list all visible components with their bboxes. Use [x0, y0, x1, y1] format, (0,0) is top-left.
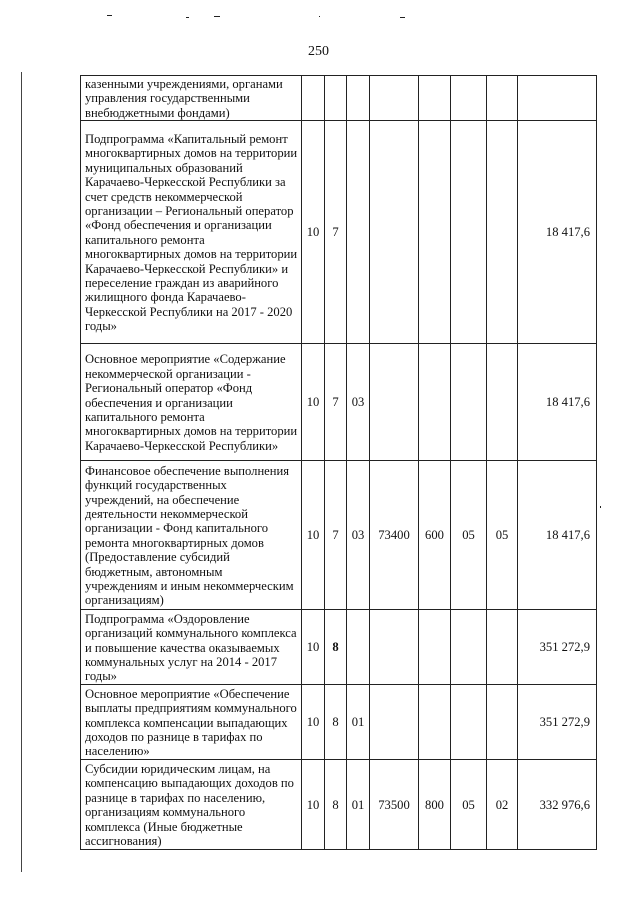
cell-code-7: 05: [487, 461, 518, 610]
scan-mark: [400, 17, 405, 18]
scan-mark: [319, 16, 320, 17]
cell-code-4: [370, 344, 419, 461]
row-name: Подпрограмма «Капитальный ремонт многоквартирных домов на территории муниципальных образований Карачаево-Черкесской Республики за счет средств некоммерческой организации – Региональный оператор «Фонд обеспечения и организации капитального ремонта многоквартирных домов на территории Карачаево-Черкесской Республики» и переселение граждан из аварийного жилищного фонда Карачаево-Черкесской Республики на 2017 - 2020 годы»: [81, 121, 302, 344]
cell-code-5: [419, 121, 451, 344]
table-row: [81, 121, 597, 344]
scan-mark: [107, 15, 112, 16]
cell-code-7: 02: [487, 760, 518, 850]
row-name: Финансовое обеспечение выполнения функций государственных учреждений, на обеспечение деятельности некоммерческой организации - Фонд капитального ремонта многоквартирных домов (Предоставление субсидий бюджетным, автономным учреждениям и иным некоммерческим организациям): [81, 461, 302, 610]
cell-code-2: 8: [325, 685, 347, 760]
cell-code-5: 600: [419, 461, 451, 610]
cell-code-4: [370, 685, 419, 760]
cell-code-3: [347, 121, 370, 344]
cell-amount: [518, 76, 597, 121]
cell-code-7: [487, 685, 518, 760]
cell-code-3: [347, 76, 370, 121]
cell-amount: 18 417,6: [518, 121, 597, 344]
cell-code-1: [302, 76, 325, 121]
cell-code-6: [451, 610, 487, 685]
budget-table: [80, 75, 597, 850]
cell-code-5: [419, 610, 451, 685]
cell-code-6: 05: [451, 760, 487, 850]
cell-code-5: 800: [419, 760, 451, 850]
cell-code-4: 73400: [370, 461, 419, 610]
cell-code-2: 7: [325, 344, 347, 461]
cell-code-3: [347, 610, 370, 685]
cell-code-2: 7: [325, 121, 347, 344]
cell-code-6: [451, 76, 487, 121]
cell-code-6: [451, 685, 487, 760]
scan-left-edge: [21, 72, 22, 872]
cell-code-4: [370, 610, 419, 685]
table-row: [81, 461, 597, 610]
cell-code-7: [487, 610, 518, 685]
row-name: Субсидии юридическим лицам, на компенсацию выпадающих доходов по разнице в тарифах по населению, организациям коммунального комплекса (Иные бюджетные ассигнования): [81, 760, 302, 850]
cell-amount: 332 976,6: [518, 760, 597, 850]
cell-code-7: [487, 76, 518, 121]
cell-code-1: 10: [302, 461, 325, 610]
cell-amount: 351 272,9: [518, 610, 597, 685]
page-number: 250: [308, 44, 329, 59]
cell-code-1: 10: [302, 121, 325, 344]
cell-code-3: 01: [347, 760, 370, 850]
cell-code-1: 10: [302, 344, 325, 461]
row-name: Основное мероприятие «Обеспечение выплаты предприятиям коммунального комплекса компенсации выпадающих доходов по разнице в тарифах по населению»: [81, 685, 302, 760]
table-row: [81, 685, 597, 760]
cell-code-6: 05: [451, 461, 487, 610]
scan-mark: [186, 17, 189, 18]
row-name: казенными учреждениями, органами управления государственными внебюджетными фондами): [81, 76, 302, 121]
cell-code-2: 7: [325, 461, 347, 610]
scan-mark: [600, 506, 601, 508]
cell-code-1: 10: [302, 685, 325, 760]
cell-code-5: [419, 685, 451, 760]
cell-code-7: [487, 121, 518, 344]
cell-code-4: 73500: [370, 760, 419, 850]
cell-code-3: 03: [347, 461, 370, 610]
cell-code-5: [419, 344, 451, 461]
table-row: [81, 760, 597, 850]
cell-code-7: [487, 344, 518, 461]
cell-code-4: [370, 76, 419, 121]
cell-amount: 18 417,6: [518, 461, 597, 610]
table-row: [81, 344, 597, 461]
scan-mark: [214, 16, 220, 17]
cell-code-3: 01: [347, 685, 370, 760]
cell-code-6: [451, 121, 487, 344]
cell-code-2: [325, 76, 347, 121]
cell-code-1: 10: [302, 760, 325, 850]
table-row: [81, 76, 597, 121]
table-row: [81, 610, 597, 685]
row-name: Основное мероприятие «Содержание некоммерческой организации - Региональный оператор «Фонд обеспечения и организации капитального ремонта многоквартирных домов на территории Карачаево-Черкесской Республики»: [81, 344, 302, 461]
cell-amount: 351 272,9: [518, 685, 597, 760]
row-name: Подпрограмма «Оздоровление организаций коммунального комплекса и повышение качества оказываемых коммунальных услуг на 2014 - 2017 годы»: [81, 610, 302, 685]
cell-code-2: 8: [325, 760, 347, 850]
cell-code-1: 10: [302, 610, 325, 685]
cell-amount: 18 417,6: [518, 344, 597, 461]
cell-code-3: 03: [347, 344, 370, 461]
cell-code-5: [419, 76, 451, 121]
cell-code-4: [370, 121, 419, 344]
cell-code-2: 8: [325, 610, 347, 685]
cell-code-6: [451, 344, 487, 461]
